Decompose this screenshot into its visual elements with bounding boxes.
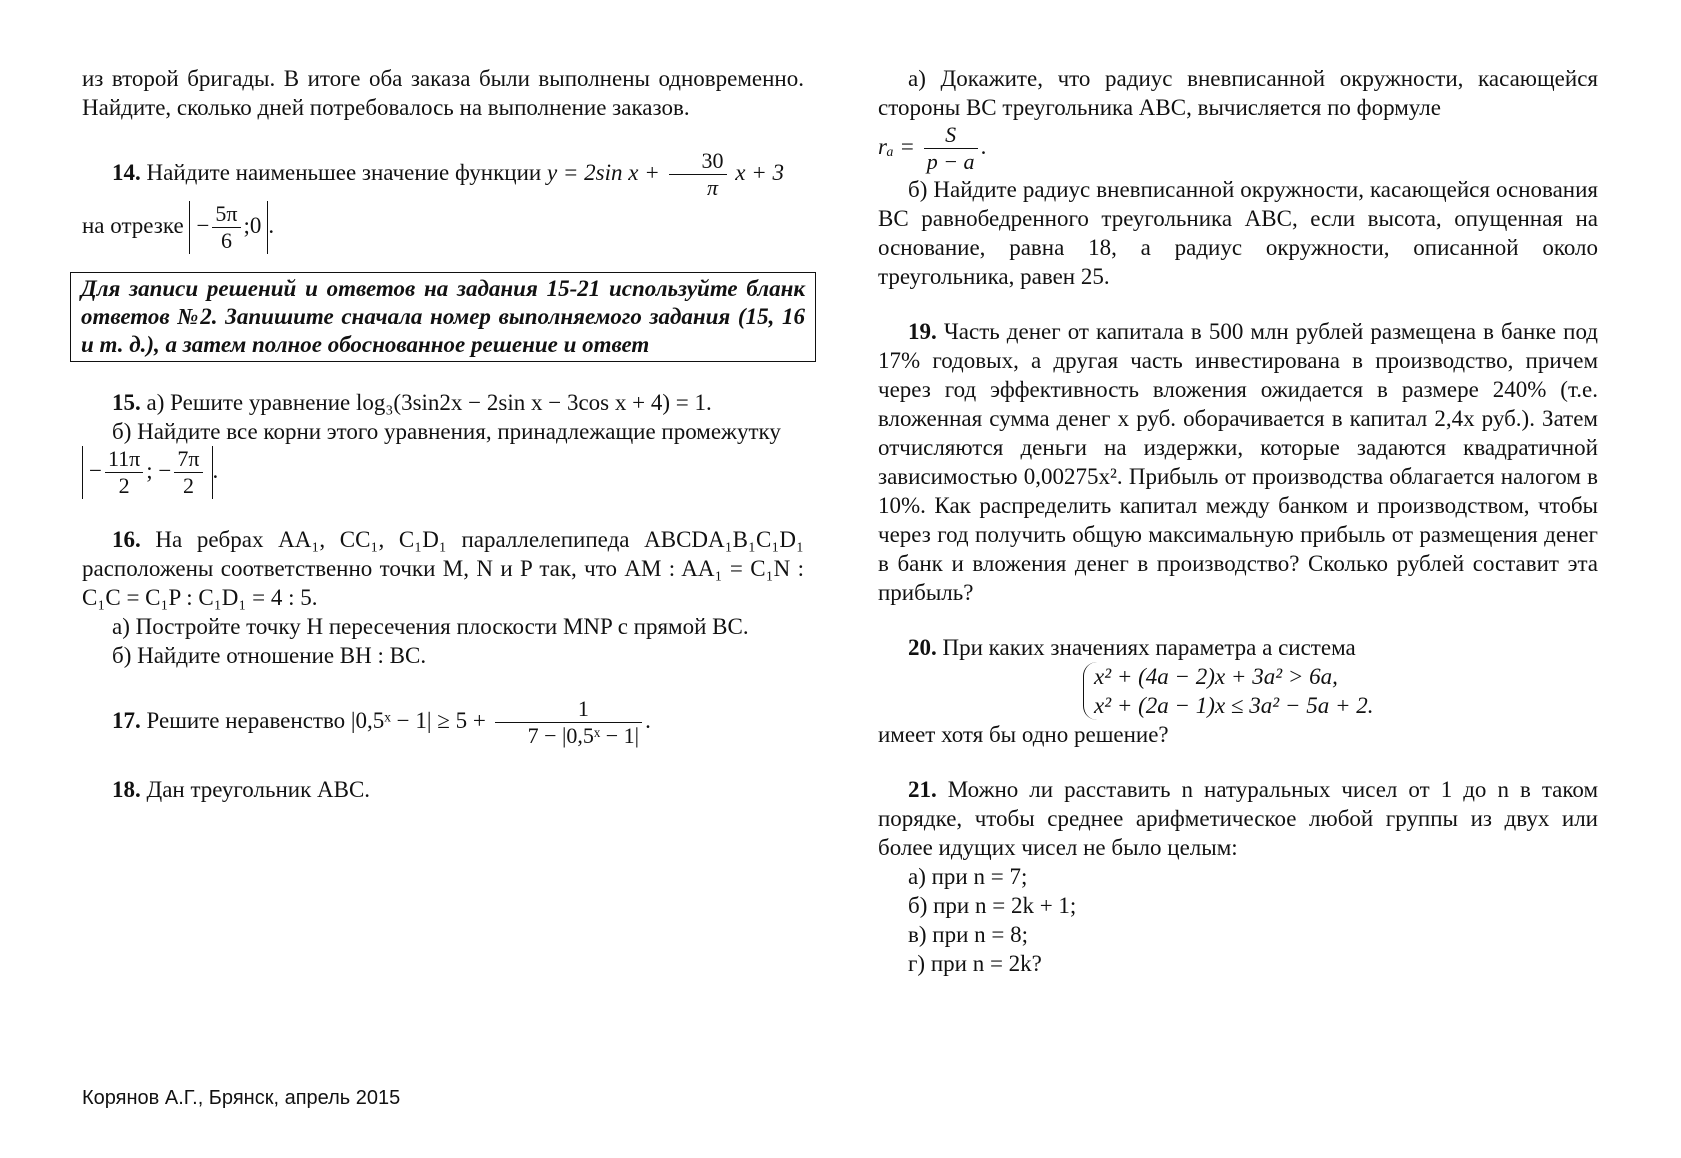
segment-label: на отрезке [82, 212, 184, 238]
problem-20-tail: имеет хотя бы одно решение? [878, 722, 1169, 747]
seg-tail: ;0 [243, 212, 262, 238]
int-frac1 [105, 446, 143, 499]
seg-end: . [268, 212, 275, 238]
problem-21b: б) при n = 2k + 1; [908, 893, 1077, 918]
system-eq1: x² + (4a − 2)x + 3a² > 6a, [1094, 664, 1338, 689]
problem-14-formula-a: y = 2sin x + [546, 159, 660, 185]
seg-num: 5π [215, 201, 238, 226]
footer-credit: Корянов А.Г., Брянск, апрель 2015 [82, 1087, 401, 1109]
ra-fraction [924, 122, 978, 175]
int-den1: 2 [105, 472, 143, 499]
seg-minus: − [196, 212, 210, 238]
problem-14-fraction [669, 148, 727, 201]
problem-17-text: Решите неравенство |0,5ˣ − 1| ≥ 5 + [146, 707, 486, 733]
problem-14-formula-b: x + 3 [735, 159, 784, 185]
problem-20-text: При каких значениях параметра a система [942, 635, 1356, 660]
problem-18-number: 18. [112, 777, 141, 802]
problem-21d: г) при n = 2k? [908, 951, 1042, 976]
problem-15b: б) Найдите все корни этого уравнения, принадлежащие промежутку [112, 419, 781, 444]
segment-bracket [189, 201, 268, 254]
problem-14-segment [82, 201, 804, 254]
equation-system [1083, 662, 1598, 720]
problem-17-number: 17. [112, 707, 141, 733]
ra-num: S [945, 122, 957, 147]
problem-16a: а) Постройте точку H пересечения плоскости MNP с прямой BC. [112, 614, 749, 639]
problem-21a: а) при n = 7; [908, 864, 1028, 889]
system-eq2: x² + (2a − 1)x ≤ 3a² − 5a + 2. [1094, 693, 1374, 718]
problem-14 [82, 148, 804, 201]
problem-18-text: Дан треугольник ABC. [146, 777, 371, 802]
problem-14-text: Найдите наименьшее значение функции [146, 159, 542, 185]
int-num1: 11π [107, 446, 141, 471]
problem-21-number: 21. [908, 777, 937, 802]
problem-17 [82, 696, 804, 749]
intro-text: из второй бригады. В итоге оба заказа были выполнены одновременно. Найдите, сколько дней потребовалось на выполнение заказов. [82, 66, 804, 120]
problem-20 [878, 633, 1598, 662]
problem-20-number: 20. [908, 635, 937, 660]
ra-lhs: rₐ = [878, 133, 915, 159]
problem-16-number: 16. [112, 527, 141, 552]
int-minus: − [89, 457, 102, 483]
ra-den: p − a [924, 148, 978, 175]
int-end: . [212, 457, 219, 483]
problem-19-text: Часть денег от капитала в 500 млн рублей размещена в банке под 17% годовых, а другая часть инвестирована в производство, причем через год эффективность вложения ожидается в размере 240% (т.е. вложенная сумма денег x руб. оборачивается в капитал 2,4x руб.). Затем отчисляются деньги на издержки, которые задаются квадратичной зависимостью 0,00275x². Прибыль от производства облагается налогом в 10%. Как распределить капитал между банком и производством, чтобы через год получить общую максимальную прибыль от размещения денег в банк и вложения денег в производство? Сколько рублей составит эта прибыль? [878, 319, 1599, 605]
problem-15a [82, 388, 804, 417]
problem-16b: б) Найдите отношение BH : BC. [112, 643, 427, 668]
frac-num: 30 [701, 148, 724, 173]
problem-21 [878, 775, 1598, 862]
problem-19 [878, 317, 1598, 607]
problem-17-fraction [495, 696, 642, 749]
problem-14-number: 14. [112, 159, 141, 185]
problem-21-text: Можно ли расставить n натуральных чисел от 1 до n в таком порядке, чтобы среднее арифметическое любой группы из двух или более идущих чисел не было целым: [878, 777, 1599, 860]
problem-15-number: 15. [112, 390, 141, 415]
frac-den: π [669, 174, 727, 201]
int-frac2 [174, 446, 202, 499]
problem-21c: в) при n = 8; [908, 922, 1028, 947]
problem-15a-text: а) Решите уравнение log₃(3sin2x − 2sin x − 3cos x + 4) = 1. [146, 390, 712, 415]
seg-fraction [212, 201, 240, 254]
problem-18b: б) Найдите радиус вневписанной окружности, касающейся основания BC равнобедренного треугольника ABC, если высота, опущенная на основание, равна 18, а радиус окружности, описанной около треугольника, равен 25. [878, 177, 1598, 289]
seg-den: 6 [212, 227, 240, 254]
p17-num: 1 [577, 696, 589, 721]
int-den2: 2 [174, 472, 202, 499]
formula-ra [878, 122, 1598, 175]
right-column [878, 64, 1598, 978]
left-column [82, 64, 804, 804]
p17-end: . [645, 707, 651, 733]
problem-16-text: На ребрах AA₁, CC₁, C₁D₁ параллелепипеда ABCDA₁B₁C₁D₁ расположены соответственно точки M, N и P так, что AM : AA₁ = C₁N : C₁C = C₁P : C₁D₁ = 4 : 5. [82, 527, 804, 610]
problem-18 [82, 775, 804, 804]
problem-18a: а) Докажите, что радиус вневписанной окружности, касающейся стороны BC треугольника ABC, вычисляется по формуле [878, 66, 1598, 120]
instructions-box: Для записи решений и ответов на задания 15-21 используйте бланк ответов №2. Запишите сначала номер выполняемого задания (15, 16 и т. д.), а затем полное обоснованное решение и ответ [70, 272, 816, 362]
problem-16 [82, 525, 804, 612]
interval-bracket [82, 446, 213, 499]
p17-den: 7 − |0,5ˣ − 1| [495, 722, 642, 749]
int-num2: 7π [177, 446, 200, 471]
problem-19-number: 19. [908, 319, 937, 344]
ra-end: . [980, 133, 987, 159]
int-mid: ; − [146, 457, 172, 483]
problem-15-interval [82, 446, 804, 499]
